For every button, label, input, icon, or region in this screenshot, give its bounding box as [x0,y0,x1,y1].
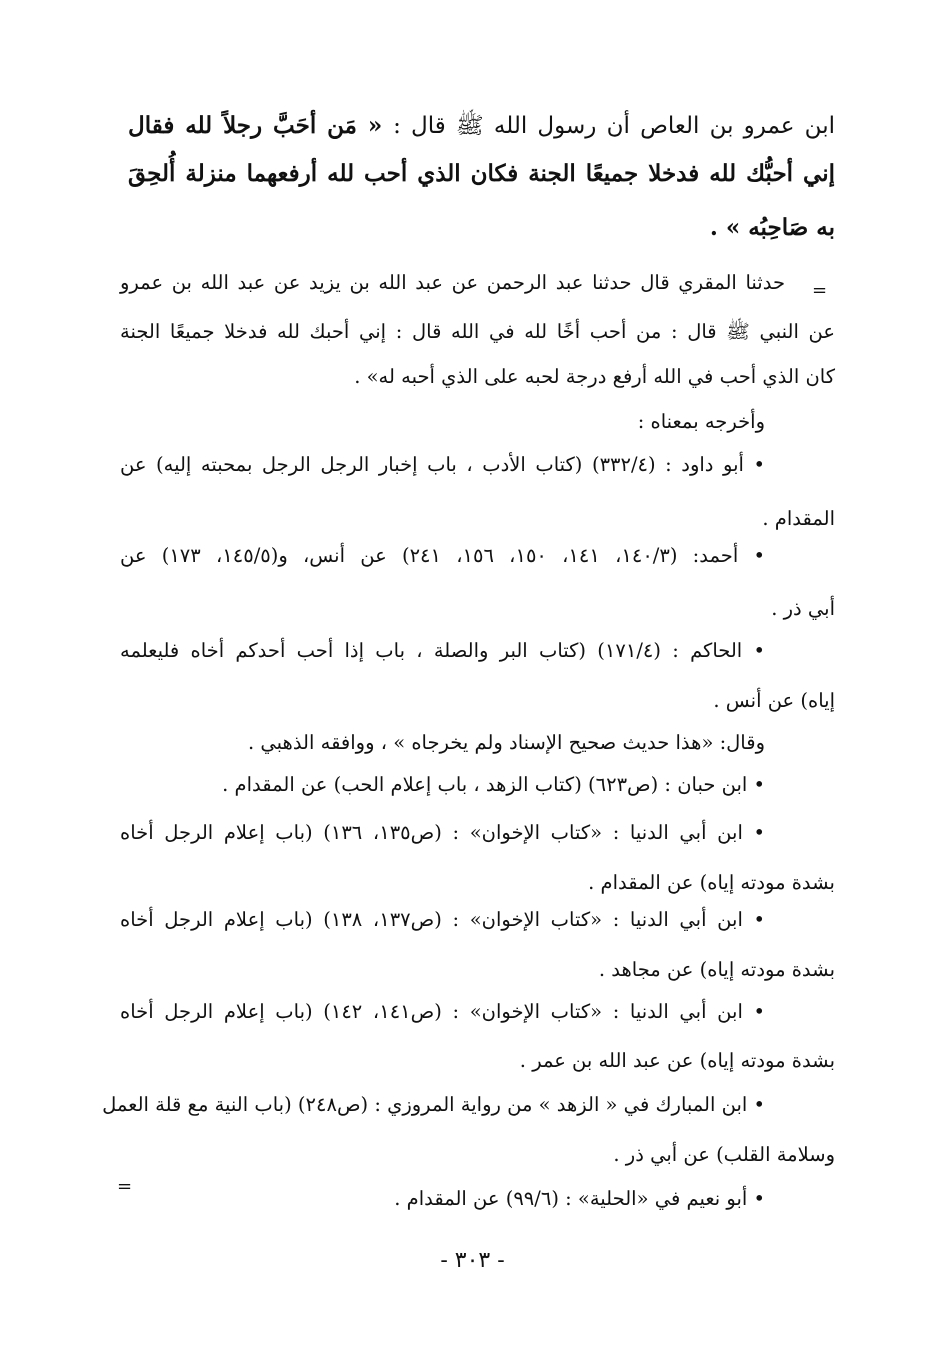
footnote-line: • ابن المبارك في « الزهد » من رواية المروزي : (ص٢٤٨) (باب النية مع قلة العمل [102,1093,765,1116]
footnote-line: بشدة مودته إياه) عن المقدام . [588,871,835,894]
footnote-line: المقدام . [762,507,835,530]
footnote-continuation-mark-start: = [812,280,828,301]
footnote-line: • الحاكم : (١٧١/٤) (كتاب البر والصلة ، باب إذا أحب أحدكم أخاه فليعلمه [120,639,765,662]
footnote-line: كان الذي أحب في الله أرفع درجة لحبه على الذي أحبه له» . [354,365,835,388]
footnote-line: عن النبي ﷺ قال : من أحب أخًا لله في الله قال : إني أحبك لله فدخلا جميعًا الجنة [120,320,835,343]
page-number: - ٣٠٣ - [440,1248,505,1273]
main-text-line-1-bold: « مَن أحَبَّ رجلاً لله فقال [128,112,394,139]
footnote-line: • ابن أبي الدنيا : «كتاب الإخوان» : (ص١٣٧، ١٣٨) (باب إعلام الرجل أخاه [120,908,766,931]
main-text-line-2: إني أحبُّك لله فدخلا جميعًا الجنة فكان الذي أحب لله أرفعهما منزلة أُلحِقَ [128,160,835,187]
footnote-continuation-mark-end: = [117,1176,133,1197]
footnote-line: • ابن حبان : (ص٦٢٣) (كتاب الزهد ، باب إعلام الحب) عن المقدام . [222,773,765,796]
footnote-line: بشدة مودته إياه) عن مجاهد . [598,958,835,981]
footnote-line: وأخرجه بمعناه : [637,410,765,433]
footnote-line: • أبو داود : (٣٣٢/٤) (كتاب الأدب ، باب إخبار الرجل الرجل بمحبته إليه) عن [120,453,765,476]
footnote-line: حدثنا المقري قال حدثنا عبد الرحمن عن عبد الله بن يزيد عن عبد الله بن عمرو [120,271,785,294]
footnote-line: بشدة مودته إياه) عن عبد الله بن عمر . [519,1049,835,1072]
footnote-line: • أحمد: (١٤٠/٣، ١٤١، ١٥٠، ١٥٦، ٢٤١) عن أنس، و(١٤٥/٥، ١٧٣) عن [120,544,765,567]
footnote-line: إياه) عن أنس . [713,689,835,712]
footnote-line: • ابن أبي الدنيا : «كتاب الإخوان» : (ص١٣٥، ١٣٦) (باب إعلام الرجل أخاه [120,821,766,844]
footnote-line: وقال: «هذا حديث صحيح الإسناد ولم يخرجاه » ، ووافقه الذهبي . [248,731,765,754]
footnote-line: وسلامة القلب) عن أبي ذر . [613,1143,835,1166]
main-text-line-1-regular: ابن عمرو بن العاص أن رسول الله ﷺ قال : [393,113,835,139]
footnote-line: • ابن أبي الدنيا : «كتاب الإخوان» : (ص١٤١، ١٤٢) (باب إعلام الرجل أخاه [120,1000,766,1023]
main-text-line-1 [128,108,835,144]
main-text-line-3: به صَاحِبُه » . [709,214,835,241]
footnote-line: • أبو نعيم في «الحلية» : (٩٩/٦) عن المقدام . [394,1187,765,1210]
footnote-line: أبي ذر . [771,597,835,620]
